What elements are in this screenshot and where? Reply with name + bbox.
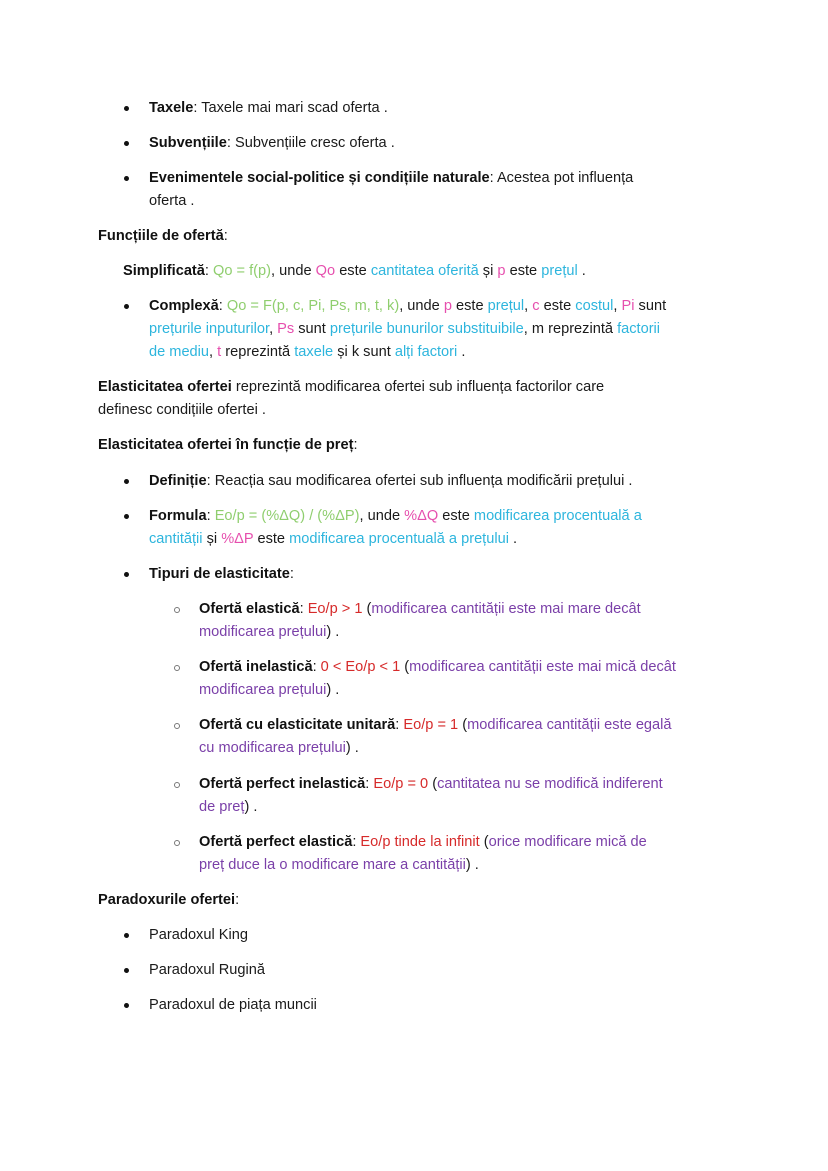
bullet-icon: [124, 106, 129, 111]
elasticity-intro: Elasticitatea ofertei reprezintă modificarea ofertei sub influența factorilor care: [98, 379, 605, 395]
type-item-unitary: Ofertă cu elasticitate unitară: Eo/p = 1 (modificarea cantității este egală: [199, 717, 672, 733]
type-item-perfect-inelastic-cont: de preț) .: [199, 799, 258, 815]
section-heading-paradoxes: Paradoxurile ofertei:: [98, 892, 240, 908]
bullet-icon: [124, 141, 129, 146]
list-item-subsidies: Subvențiile: Subvențiile cresc oferta .: [149, 135, 395, 151]
bullet-icon: [124, 479, 129, 484]
type-item-inelastic: Ofertă inelastică: 0 < Eo/p < 1 (modificarea cantității este mai mică decât: [199, 659, 676, 675]
bullet-icon: [124, 514, 129, 519]
section-heading-price-elasticity: Elasticitatea ofertei în funcție de preț:: [98, 437, 358, 453]
type-item-perfect-elastic: Ofertă perfect elastică: Eo/p tinde la infinit (orice modificare mică de: [199, 834, 647, 850]
list-item-events: Evenimentele social-politice și condițiile naturale: Acestea pot influența: [149, 170, 634, 186]
type-item-perfect-inelastic: Ofertă perfect inelastică: Eo/p = 0 (cantitatea nu se modifică indiferent: [199, 776, 663, 792]
formula-item-cont: cantității și %ΔP este modificarea procentuală a prețului .: [149, 531, 518, 547]
type-item-elastic: Ofertă elastică: Eo/p > 1 (modificarea cantității este mai mare decât: [199, 601, 641, 617]
bullet-icon: [124, 1003, 129, 1008]
list-item-events-cont: oferta .: [149, 193, 195, 209]
type-item-elastic-cont: modificarea prețului) .: [199, 624, 340, 640]
complex-function: Complexă: Qo = F(p, c, Pi, Ps, m, t, k), unde p este prețul, c este costul, Pi sunt: [149, 298, 667, 314]
circle-bullet-icon: [174, 782, 180, 788]
bullet-icon: [124, 968, 129, 973]
complex-function-cont2: de mediu, t reprezintă taxele și k sunt alți factori .: [149, 344, 466, 360]
paradox-item: Paradoxul de piața muncii: [149, 997, 317, 1013]
complex-function-cont: prețurile inputurilor, Ps sunt prețurile bunurilor substituibile, m reprezintă factorii: [149, 321, 661, 337]
bullet-icon: [124, 933, 129, 938]
elasticity-intro-cont: definesc condițiile ofertei .: [98, 402, 266, 418]
formula-item: Formula: Eo/p = (%ΔQ) / (%ΔP), unde %ΔQ este modificarea procentuală a: [149, 508, 642, 524]
simplified-function: Simplificată: Qo = f(p), unde Qo este cantitatea oferită și p este prețul .: [123, 263, 586, 279]
types-label: Tipuri de elasticitate:: [149, 566, 294, 582]
bullet-icon: [124, 176, 129, 181]
paradox-item: Paradoxul King: [149, 927, 248, 943]
circle-bullet-icon: [174, 665, 180, 671]
definition-item: Definiție: Reacția sau modificarea ofertei sub influența modificării prețului .: [149, 473, 633, 489]
type-item-perfect-elastic-cont: preț duce la o modificare mare a cantității) .: [199, 857, 479, 873]
circle-bullet-icon: [174, 723, 180, 729]
paradox-item: Paradoxul Rugină: [149, 962, 266, 978]
section-heading-functions: Funcțiile de ofertă:: [98, 228, 228, 244]
circle-bullet-icon: [174, 840, 180, 846]
type-item-inelastic-cont: modificarea prețului) .: [199, 682, 340, 698]
circle-bullet-icon: [174, 607, 180, 613]
bullet-icon: [124, 572, 129, 577]
list-item-taxes: Taxele: Taxele mai mari scad oferta .: [149, 100, 388, 116]
type-item-unitary-cont: cu modificarea prețului) .: [199, 740, 359, 756]
bullet-icon: [124, 304, 129, 309]
